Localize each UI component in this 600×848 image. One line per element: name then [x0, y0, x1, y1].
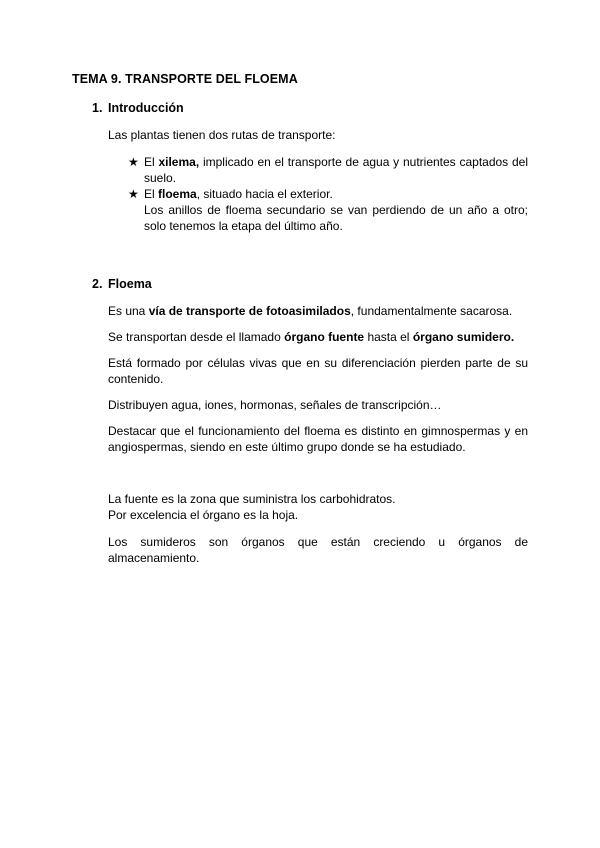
floema-paragraph-2: Se transportan desde el llamado órgano fuente hasta el órgano sumidero.: [108, 330, 515, 344]
document-title: TEMA 9. TRANSPORTE DEL FLOEMA: [72, 72, 298, 86]
floema-paragraph-3: Está formado por células vivas que en su diferenciación pierden parte de su contenido.: [108, 356, 528, 386]
bullet-xilema-text: El xilema, implicado en el transporte de agua y nutrientes captados del suelo.: [144, 155, 528, 185]
section-2-heading: [92, 277, 152, 291]
star-icon: ★: [128, 155, 139, 169]
section-1-heading: [92, 101, 184, 115]
floema-paragraph-5: Destacar que el funcionamiento del floema es distinto en gimnospermas y en angiospermas, siendo en este último grupo donde se ha estudiado.: [108, 424, 528, 454]
floema-paragraph-4: Distribuyen agua, iones, hormonas, señales de transcripción…: [108, 398, 442, 412]
bullet-floema-text: El floema, situado hacia el exterior. Los anillos de floema secundario se van perdiendo de un año a otro; solo tenemos la etapa del último año.: [144, 187, 528, 233]
bullet-floema-extra: Los anillos de floema secundario se van perdiendo de un año a otro; solo tenemos la etapa del último año.: [144, 203, 528, 233]
star-icon: ★: [128, 187, 139, 201]
section-1-intro: Las plantas tienen dos rutas de transporte:: [108, 128, 336, 142]
section-1-title: Introducción: [108, 101, 184, 115]
section-2-number: 2.: [92, 277, 103, 291]
floema-paragraph-1: Es una vía de transporte de fotoasimilados, fundamentalmente sacarosa.: [108, 304, 513, 318]
section-2-title: Floema: [108, 277, 152, 291]
sumideros-paragraph: Los sumideros son órganos que están creciendo u órganos de almacenamiento.: [108, 535, 528, 565]
fuente-paragraph: La fuente es la zona que suministra los carbohidratos. Por excelencia el órgano es la hoja.: [108, 492, 396, 522]
section-1-number: 1.: [92, 101, 103, 115]
